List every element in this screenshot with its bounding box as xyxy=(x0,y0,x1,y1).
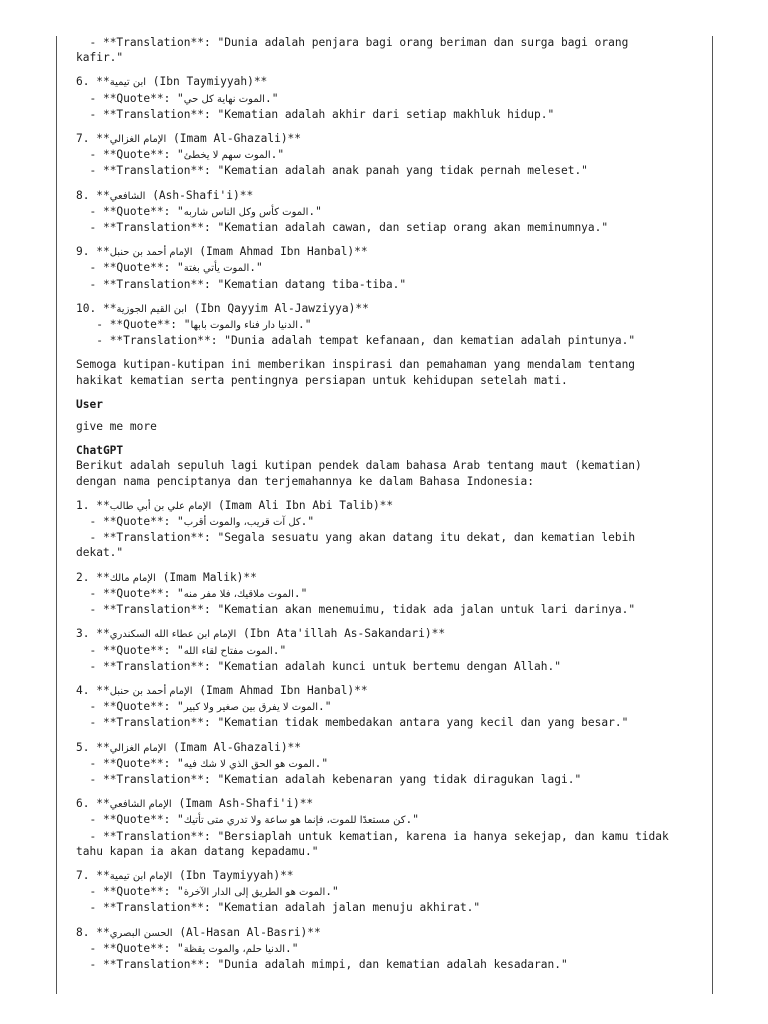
closing-paragraph xyxy=(76,357,706,387)
spacer xyxy=(76,179,706,188)
user-message xyxy=(76,419,706,434)
quote-line: - **Quote**: "الموت سهم لا يخطئ." xyxy=(76,148,285,162)
spacer xyxy=(76,122,706,131)
translation-line xyxy=(76,35,706,65)
author-name-arabic: الإمام الشافعي xyxy=(109,799,172,811)
spacer xyxy=(76,65,706,74)
translation-text: "Dunia adalah mimpi, dan kematian adalah kesadaran." xyxy=(217,957,568,971)
quote-line: - **Quote**: "الموت يأتي بغتة." xyxy=(76,261,263,275)
quote-number: 1. xyxy=(76,498,90,512)
spacer xyxy=(76,388,706,397)
author-name-latin: (Imam Ahmad Ibn Hanbal)** xyxy=(199,245,368,259)
translation-text: "Kematian adalah kunci untuk bertemu dengan Allah." xyxy=(217,659,561,673)
spacer xyxy=(76,674,706,683)
translation-text: "Dunia adalah tempat kefanaan, dan kematian adalah pintunya." xyxy=(224,334,636,348)
user-speaker-label: User xyxy=(76,397,103,411)
quote-number: 7. xyxy=(76,868,90,882)
quote-arabic: الموت نهاية كل حي xyxy=(183,93,265,105)
translation-text: - **Translation**: "Dunia adalah penjara bagi orang beriman dan surga bagi orang kafir." xyxy=(76,36,629,65)
quote-arabic: الموت مفتاح لقاء الله xyxy=(183,645,273,657)
spacer xyxy=(76,348,706,357)
spacer xyxy=(76,235,706,244)
speaker-label xyxy=(76,443,706,458)
author-name-arabic: ابن القيم الجوزية xyxy=(116,303,187,315)
quote-heading: 4. **الإمام أحمد بن حنبل (Imam Ahmad Ibn Hanbal)** xyxy=(76,683,368,697)
quote-heading: 9. **الإمام أحمد بن حنبل (Imam Ahmad Ibn Hanbal)** xyxy=(76,245,368,259)
translation-line: - **Translation**: "Dunia adalah mimpi, dan kematian adalah kesadaran." xyxy=(76,957,568,971)
quote-arabic: كل آت قريب، والموت أقرب xyxy=(183,517,301,529)
translation-text: "Kematian adalah cawan, dan setiap orang akan meminumnya." xyxy=(217,221,609,235)
author-name-latin: (Ibn Taymiyyah)** xyxy=(179,868,294,882)
speaker-label xyxy=(76,397,706,412)
translation-line: - **Translation**: "Segala sesuatu yang akan datang itu dekat, dan kematian lebih dekat." xyxy=(76,531,636,560)
quote-line: - **Quote**: "الموت ملاقيك، فلا مفر منه." xyxy=(76,586,308,600)
quote-number: 8. xyxy=(76,188,90,202)
author-name-arabic: الإمام ابن تيمية xyxy=(109,870,173,882)
author-name-latin: (Ash-Shafi'i)** xyxy=(152,188,254,202)
quote-heading: 8. **الشافعي (Ash-Shafi'i)** xyxy=(76,188,254,202)
translation-line: - **Translation**: "Kematian adalah akhir dari setiap makhluk hidup." xyxy=(76,107,555,121)
spacer xyxy=(76,617,706,626)
quote-number: 5. xyxy=(76,740,90,754)
translation-line: - **Translation**: "Kematian adalah kebenaran yang tidak diragukan lagi." xyxy=(76,772,582,786)
quote-number: 10. xyxy=(76,301,97,315)
quote-arabic: الموت كأس وكل الناس شاربه xyxy=(183,206,309,218)
author-name-arabic: الإمام مالك xyxy=(109,572,156,584)
user-message-text: give me more xyxy=(76,420,157,434)
translation-text: "Bersiaplah untuk kematian, karena ia hanya sekejap, dan kamu tidak tahu kapan ia akan datang kepadamu." xyxy=(76,829,669,858)
author-name-latin: (Imam Al-Ghazali)** xyxy=(173,132,302,146)
quote-number: 4. xyxy=(76,683,90,697)
quote-heading: 10. **ابن القيم الجوزية (Ibn Qayyim Al-Jawziyya)** xyxy=(76,301,369,315)
spacer xyxy=(76,292,706,301)
author-name-arabic: الحسن البصري xyxy=(109,927,173,939)
quote-heading: 1. **الإمام علي بن أبي طالب (Imam Ali Ibn Abi Talib)** xyxy=(76,498,394,512)
spacer xyxy=(76,859,706,868)
quote-arabic: الموت هو الطريق إلى الدار الآخرة xyxy=(183,887,326,899)
spacer xyxy=(76,434,706,443)
quote-number: 3. xyxy=(76,627,90,641)
translation-line: - **Translation**: "Kematian datang tiba-tiba." xyxy=(76,277,407,291)
quote-arabic: الدنيا دار فناء والموت بابها xyxy=(190,320,299,332)
translation-text: "Kematian datang tiba-tiba." xyxy=(217,277,407,291)
author-name-arabic: الإمام الغزالي xyxy=(109,134,167,146)
quote-number: 8. xyxy=(76,925,90,939)
page-border-left xyxy=(56,36,57,994)
author-name-latin: (Ibn Taymiyyah)** xyxy=(152,75,268,89)
quote-heading: 2. **الإمام مالك (Imam Malik)** xyxy=(76,570,257,584)
quote-heading: 8. **الحسن البصري (Al-Hasan Al-Basri)** xyxy=(76,925,321,939)
quote-heading: 6. **ابن تيمية (Ibn Taymiyyah)** xyxy=(76,75,268,89)
translation-line: - **Translation**: "Kematian adalah anak panah yang tidak pernah meleset." xyxy=(76,164,588,178)
author-name-arabic: الإمام أحمد بن حنبل xyxy=(109,247,193,259)
author-name-latin: (Imam Ash-Shafi'i)** xyxy=(178,797,314,811)
quote-number: 2. xyxy=(76,570,90,584)
author-name-latin: (Imam Malik)** xyxy=(162,570,257,584)
quote-arabic: الدنيا حلم، والموت يقظة xyxy=(183,943,286,955)
author-name-arabic: الإمام علي بن أبي طالب xyxy=(109,500,212,512)
spacer xyxy=(76,916,706,925)
translation-text: "Kematian adalah akhir dari setiap makhluk hidup." xyxy=(217,107,555,121)
quote-line: - **Quote**: "الدنيا حلم، والموت يقظة." xyxy=(76,941,299,955)
author-name-arabic: الإمام أحمد بن حنبل xyxy=(109,685,193,697)
spacer xyxy=(76,787,706,796)
author-name-latin: (Al-Hasan Al-Basri)** xyxy=(179,925,321,939)
assistant-speaker-label: ChatGPT xyxy=(76,444,124,458)
quote-heading: 6. **الإمام الشافعي (Imam Ash-Shafi'i)** xyxy=(76,797,314,811)
translation-text: "Kematian adalah jalan menuju akhirat." xyxy=(217,901,481,915)
quote-line: - **Quote**: "الدنيا دار فناء والموت بابها." xyxy=(76,318,312,332)
translation-line: - **Translation**: "Kematian tidak membedakan antara yang kecil dan yang besar." xyxy=(76,716,629,730)
quote-heading: 3. **الإمام ابن عطاء الله السكندري (Ibn Ata'illah As-Sakandari)** xyxy=(76,627,446,641)
author-name-latin: (Imam Ali Ibn Abi Talib)** xyxy=(218,498,394,512)
transcript-document xyxy=(76,35,706,972)
translation-line: - **Translation**: "Kematian adalah jalan menuju akhirat." xyxy=(76,901,481,915)
quote-arabic: الموت سهم لا يخطئ xyxy=(183,150,271,162)
translation-text: "Segala sesuatu yang akan datang itu dekat, dan kematian lebih dekat." xyxy=(76,531,636,560)
quote-line: - **Quote**: "كل آت قريب، والموت أقرب." xyxy=(76,515,315,529)
author-name-arabic: ابن تيمية xyxy=(109,77,147,89)
translation-text: "Kematian adalah anak panah yang tidak pernah meleset." xyxy=(217,164,588,178)
quote-line: - **Quote**: "الموت نهاية كل حي." xyxy=(76,91,279,105)
closing-text: Semoga kutipan-kutipan ini memberikan inspirasi dan pemahaman yang mendalam tentang hakikat kematian serta pentingnya persiapan untuk kehidupan setelah mati. xyxy=(76,358,636,387)
quote-arabic: كن مستعدًا للموت، فإنما هو ساعة ولا تدري متى تأتيك xyxy=(183,815,406,827)
spacer xyxy=(76,489,706,498)
quote-arabic: الموت هو الحق الذي لا شك فيه xyxy=(183,758,315,770)
intro-paragraph xyxy=(76,458,706,488)
page-border-right xyxy=(712,36,713,994)
spacer xyxy=(76,731,706,740)
translation-text: "Kematian adalah kebenaran yang tidak diragukan lagi." xyxy=(217,772,582,786)
quote-line: - **Quote**: "الموت كأس وكل الناس شاربه." xyxy=(76,204,322,218)
author-name-latin: (Imam Al-Ghazali)** xyxy=(173,740,302,754)
author-name-arabic: الإمام الغزالي xyxy=(109,742,167,754)
author-name-arabic: الإمام ابن عطاء الله السكندري xyxy=(109,629,237,641)
translation-line: - **Translation**: "Kematian adalah cawan, dan setiap orang akan meminumnya." xyxy=(76,221,609,235)
spacer xyxy=(76,412,706,419)
translation-text: "Kematian tidak membedakan antara yang kecil dan yang besar." xyxy=(217,716,629,730)
translation-line: - **Translation**: "Kematian adalah kunci untuk bertemu dengan Allah." xyxy=(76,659,561,673)
translation-line: - **Translation**: "Dunia adalah tempat kefanaan, dan kematian adalah pintunya." xyxy=(76,334,636,348)
author-name-arabic: الشافعي xyxy=(109,190,146,202)
quote-number: 6. xyxy=(76,75,90,89)
quote-line: - **Quote**: "الموت هو الطريق إلى الدار الآخرة." xyxy=(76,885,339,899)
quote-line: - **Quote**: "الموت لا يفرق بين صغير ولا كبير." xyxy=(76,700,332,714)
quote-heading: 5. **الإمام الغزالي (Imam Al-Ghazali)** xyxy=(76,740,302,754)
translation-line: - **Translation**: "Bersiaplah untuk kematian, karena ia hanya sekejap, dan kamu tidak tahu kapan ia akan datang kepadamu." xyxy=(76,829,669,858)
author-name-latin: (Ibn Qayyim Al-Jawziyya)** xyxy=(193,301,369,315)
translation-line: - **Translation**: "Kematian akan menemuimu, tidak ada jalan untuk lari darinya." xyxy=(76,603,636,617)
quote-line: - **Quote**: "الموت هو الحق الذي لا شك فيه." xyxy=(76,756,329,770)
quote-line: - **Quote**: "الموت مفتاح لقاء الله." xyxy=(76,643,287,657)
intro-text: Berikut adalah sepuluh lagi kutipan pendek dalam bahasa Arab tentang maut (kematian) dengan nama penciptanya dan terjemahannya ke dalam Bahasa Indonesia: xyxy=(76,459,642,488)
author-name-latin: (Ibn Ata'illah As-Sakandari)** xyxy=(243,627,446,641)
translation-text: "Kematian akan menemuimu, tidak ada jalan untuk lari darinya." xyxy=(217,603,636,617)
quote-arabic: الموت يأتي بغتة xyxy=(183,263,250,275)
quote-arabic: الموت لا يفرق بين صغير ولا كبير xyxy=(183,702,318,714)
quote-number: 7. xyxy=(76,132,90,146)
quote-arabic: الموت ملاقيك، فلا مفر منه xyxy=(183,588,294,600)
quote-number: 6. xyxy=(76,797,90,811)
quote-line: - **Quote**: "كن مستعدًا للموت، فإنما هو ساعة ولا تدري متى تأتيك." xyxy=(76,813,419,827)
quote-heading: 7. **الإمام ابن تيمية (Ibn Taymiyyah)** xyxy=(76,868,294,882)
quote-heading: 7. **الإمام الغزالي (Imam Al-Ghazali)** xyxy=(76,132,302,146)
spacer xyxy=(76,561,706,570)
author-name-latin: (Imam Ahmad Ibn Hanbal)** xyxy=(199,683,368,697)
quote-number: 9. xyxy=(76,245,90,259)
